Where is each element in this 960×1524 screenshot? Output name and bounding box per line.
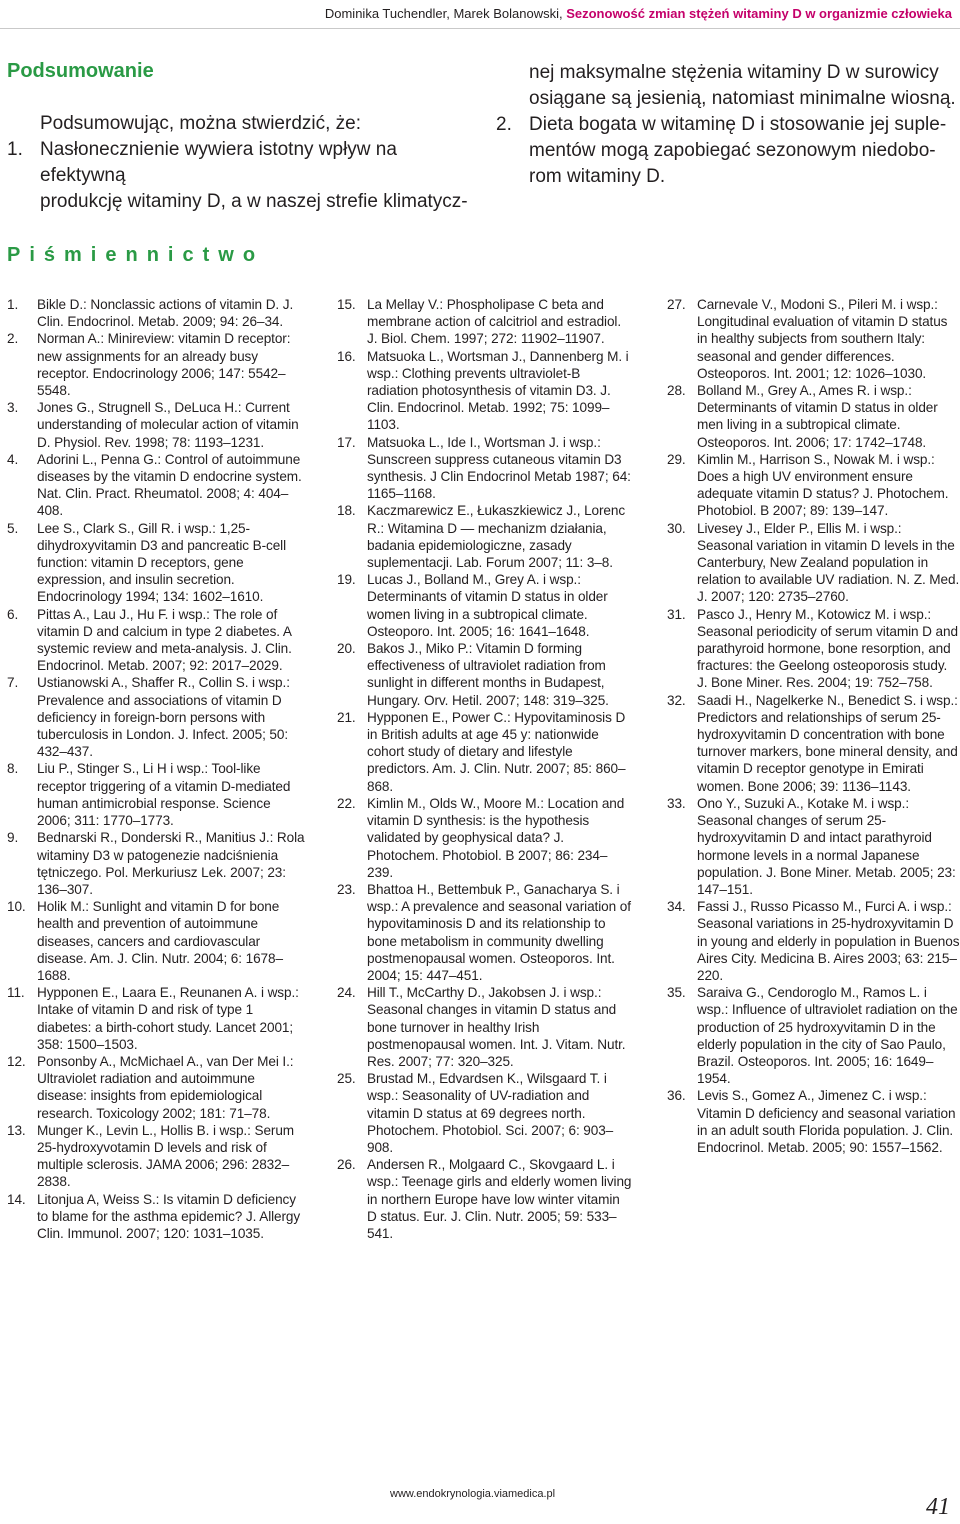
reference-number: 30.: [667, 520, 686, 536]
reference-number: 31.: [667, 606, 686, 622]
summary-line-text: mentów mogą zapobiegać sezonowym niedobo-: [529, 140, 936, 161]
reference-item: [7, 330, 307, 399]
reference-text: : Intake of vitamin D and risk of type 1 diabetes: a birth-cohort study. Lancet 2001; 358: 1500–1503.: [37, 985, 299, 1052]
reference-authors: Livesey J., Elder P., Ellis M. i wsp.: [697, 520, 898, 536]
reference-text: : Seasonal changes of serum 25-hydroxyvitamin D and intact parathyroid hormone levels in a normal Japanese population. J. Bone Miner. Metab. 2005; 23: 147–151.: [697, 795, 956, 897]
reference-text: : Determinants of vitamin D status in older men living in a subtropical climate. Osteoporos. Int. 2006; 17: 1742–1748.: [697, 383, 938, 450]
reference-authors: Fassi J., Russo Picasso M., Furci A. i wsp.: [697, 899, 949, 915]
reference-text: : Witamina D — mechanizm działania, badania epidemiologiczne, zasady suplementacji. Lab. Forum 2007; 11: 3–8.: [367, 520, 613, 571]
summary-line-text: Dieta bogata w witaminę D i stosowanie jej suple-: [529, 114, 947, 135]
reference-text: : Seasonality of UV-radiation and vitamin D status at 69 degrees north. Photochem. Photobiol. Sci. 2007; 6: 903–908.: [367, 1088, 614, 1155]
reference-item: [337, 296, 633, 348]
reference-authors: Andersen R., Molgaard C., Skovgaard L. i wsp.: [367, 1157, 615, 1190]
reference-text: : Predictors and relationships of serum 25-hydroxyvitamin D concentration with bone turnover markers, bone mineral density, and vitamin D receptor genotype in Emirati women. Bone 2006; 39: 1136–1143.: [697, 692, 958, 794]
reference-text: : Longitudinal evaluation of vitamin D status in healthy subjects from southern Italy: seasonal and gender differences. Osteoporos. Int. 2001; 12: 1026–1030.: [697, 297, 948, 381]
reference-authors: Liu P., Stinger S., Li H i wsp.: [37, 761, 205, 777]
reference-item: [667, 451, 960, 520]
reference-item: [337, 984, 633, 1070]
reference-authors: Carnevale V., Modoni S., Pileri M. i wsp.: [697, 297, 935, 312]
reference-number: 5.: [7, 520, 19, 536]
summary-line: [496, 138, 956, 164]
reference-number: 28.: [667, 383, 686, 399]
reference-item: [7, 829, 307, 898]
reference-item: [337, 709, 633, 795]
reference-number: 10.: [7, 899, 26, 915]
summary-line-text: osiągane są jesienią, natomiast minimalne wiosną.: [529, 88, 956, 109]
references-column-3: [667, 296, 960, 1156]
reference-item: [337, 502, 633, 571]
reference-text: : Seasonal changes in vitamin D status and bone turnover in healthy Irish postmenopausal women. Int. J. Vitam. Nutr. Res. 2007; 77: 320–325.: [367, 985, 626, 1069]
reference-number: 11.: [7, 985, 25, 1001]
summary-line: [496, 112, 956, 138]
reference-authors: Kaczmarewicz E., Łukaszkiewicz J., Lorenc R.: [367, 503, 626, 536]
references-heading: Piśmiennictwo: [7, 244, 265, 266]
reference-text: : Does a high UV environment ensure adequate vitamin D status? J. Photochem. Photobiol. B 2007; 89: 139–147.: [697, 451, 949, 519]
reference-text: : Current understanding of molecular action of vitamin D. Physiol. Rev. 1998; 78: 1193–1231.: [37, 400, 299, 450]
reference-text: : Hypovitaminosis D in British adults at age 45 y: nationwide cohort study of dietary and lifestyle predictors. Am. J. Clin. Nutr. 2007; 85: 860–868.: [367, 709, 626, 794]
reference-number: 3.: [7, 400, 19, 416]
reference-number: 18.: [337, 503, 356, 519]
reference-authors: Pittas A., Lau J., Hu F. i wsp.: [37, 606, 207, 622]
header-article-title: Sezonowość zmian stężeń witaminy D w organizmie człowieka: [566, 6, 952, 21]
reference-authors: Ustianowski A., Shaffer R., Collin S. i wsp.: [37, 675, 287, 691]
reference-number: 9.: [7, 830, 19, 846]
reference-item: [7, 296, 307, 330]
page-number: 41: [926, 1494, 950, 1520]
reference-number: 32.: [667, 692, 686, 708]
summary-line: [7, 189, 477, 215]
reference-text: : Clothing prevents ultraviolet-B radiation photosynthesis of vitamin D3. J. Clin. Endocrinol. Metab. 1992; 75: 1099–1103.: [367, 365, 611, 433]
reference-item: [337, 795, 633, 881]
reference-item: [667, 296, 960, 382]
reference-text: : Determinants of vitamin D status in older women living in a subtropical climate. Osteoporo. Int. 2005; 16: 1641–1648.: [367, 572, 608, 639]
reference-text: : Phospholipase C beta and membrane action of calcitriol and estradiol. J. Biol. Chem. 1997; 272: 11902–11907.: [367, 297, 622, 347]
reference-authors: Kimlin M., Olds W., Moore M.: [367, 795, 541, 811]
reference-number: 35.: [667, 985, 686, 1001]
summary-line-text: nej maksymalne stężenia witaminy D w surowicy: [529, 62, 939, 83]
reference-number: 14.: [7, 1191, 26, 1207]
reference-number: 34.: [667, 899, 686, 915]
reference-text: : Vitamin D deficiency and seasonal variation in an adult south Florida population. J. Clin. Endocrinol. Metab. 2005; 90: 1557–1562.: [697, 1088, 956, 1155]
reference-item: [667, 382, 960, 451]
reference-item: [667, 984, 960, 1087]
reference-text: : Teenage girls and elderly women living in northern Europe have low winter vitamin D status. Eur. J. Clin. Nutr. 2005; 59: 533–541.: [367, 1174, 632, 1241]
reference-text: : The role of vitamin D and calcium in type 2 diabetes. A systemic review and meta-analysis. J. Clin. Endocrinol. Metab. 2007; 92: 2017–2029.: [37, 606, 292, 674]
reference-number: 22.: [337, 795, 356, 811]
summary-line: [496, 86, 956, 112]
reference-number: 4.: [7, 451, 19, 467]
summary-line-text: Nasłonecznienie wywiera istotny wpływ na efektywną: [40, 139, 397, 186]
reference-number: 21.: [337, 709, 356, 725]
reference-number: 19.: [337, 572, 356, 588]
reference-authors: Lucas J., Bolland M., Grey A. i wsp.: [367, 572, 578, 588]
reference-item: [667, 520, 960, 606]
summary-line: [7, 111, 477, 137]
reference-number: 36.: [667, 1088, 686, 1104]
reference-text: : Seasonal variation in vitamin D levels in the Canterbury, New Zealand population in relation to available UV radiation. N. Z. Med. J. 2007; 120: 2735–2760.: [697, 520, 960, 605]
reference-authors: Ono Y., Suzuki A., Kotake M. i wsp.: [697, 795, 906, 811]
reference-number: 1.: [7, 297, 19, 312]
reference-number: 23.: [337, 881, 356, 897]
reference-number: 17.: [337, 434, 356, 450]
reference-item: [7, 1191, 307, 1243]
footer-url: www.endokrynologia.viamedica.pl: [390, 1488, 556, 1500]
header-authors: Dominika Tuchendler, Marek Bolanowski,: [324, 6, 563, 21]
reference-item: [667, 606, 960, 692]
reference-number: 12.: [7, 1053, 26, 1069]
reference-number: 33.: [667, 795, 686, 811]
reference-text: : Seasonal periodicity of serum vitamin D and parathyroid hormone, bone resorption, and fractures: the Geelong osteoporosis study. J. Bone Miner. Res. 2004; 19: 752–758.: [697, 606, 958, 691]
reference-text: : Location and vitamin D synthesis: is the hypothesis validated by geophysical data? J. Photochem. Photobiol. B 2007; 86: 234–239.: [367, 795, 625, 880]
reference-item: [337, 1156, 633, 1242]
reference-item: [337, 348, 633, 434]
reference-authors: Norman A.: [37, 331, 101, 347]
reference-text: : Tool-like receptor triggering of a vitamin D-mediated human antimicrobial response. Science 2006; 311: 1770–1773.: [37, 761, 291, 829]
reference-item: [7, 520, 307, 606]
reference-item: [337, 571, 633, 640]
reference-number: 13.: [7, 1122, 26, 1138]
reference-item: [7, 451, 307, 520]
reference-number: 6.: [7, 606, 19, 622]
reference-number: 20.: [337, 641, 356, 657]
summary-line-text: produkcję witaminy D, a w naszej strefie klimatycz-: [40, 191, 468, 212]
reference-text: : Nonclassic actions of vitamin D. J. Clin. Endocrinol. Metab. 2009; 94: 26–34.: [37, 297, 294, 330]
summary-line-text: Podsumowując, można stwierdzić, że:: [40, 113, 362, 134]
summary-line-number: 2.: [496, 114, 512, 135]
reference-text: : Control of autoimmune diseases by the vitamin D endocrine system. Nat. Clin. Pract. Rheumatol. 2008; 4: 404–408.: [37, 451, 302, 519]
reference-authors: Adorini L., Penna G.: [37, 451, 158, 467]
reference-authors: La Mellay V.: [367, 297, 440, 312]
reference-authors: Matsuoka L., Ide I., Wortsman J. i wsp.: [367, 434, 598, 450]
reference-item: [7, 898, 307, 984]
reference-text: : Minireview: vitamin D receptor: new assignments for an already busy receptor. Endocrinology 2006; 147: 5542–5548.: [37, 331, 291, 399]
reference-number: 7.: [7, 675, 19, 691]
references-column-1: [7, 296, 307, 1242]
reference-item: [7, 984, 307, 1053]
reference-text: : Seasonal variations in 25-hydroxyvitamin D in young and elderly in population in Buenos Aires City. Medicina B. Aires 2003; 63: 215–220.: [697, 899, 960, 983]
reference-text: : Ultraviolet radiation and autoimmune disease: insights from epidemiological research. Toxicology 2002; 181: 71–78.: [37, 1053, 294, 1121]
references-column-2: [337, 296, 633, 1242]
reference-item: [7, 606, 307, 675]
reference-text: : Influence of ultraviolet radiation on the production of 25 hydroxyvitamin D in the elderly population in the city of Sao Paulo, Brazil. Osteoporos. Int. 2005; 16: 1649–1954.: [697, 1002, 958, 1087]
reference-authors: Hill T., McCarthy D., Jakobsen J. i wsp.: [367, 985, 598, 1001]
reference-authors: Bolland M., Grey A., Ames R. i wsp.: [697, 383, 909, 399]
reference-authors: Litonjua A, Weiss S.: [37, 1191, 156, 1207]
reference-item: [667, 692, 960, 795]
reference-number: 25.: [337, 1071, 356, 1087]
reference-item: [667, 898, 960, 984]
reference-authors: Matsuoka L., Wortsman J., Dannenberg M. i wsp.: [367, 348, 629, 381]
reference-item: [7, 1053, 307, 1122]
reference-number: 15.: [337, 297, 356, 312]
reference-text: : Is vitamin D deficiency to blame for the asthma epidemic? J. Allergy Clin. Immunol. 2007; 120: 1031–1035.: [37, 1191, 301, 1241]
reference-text: : Sunscreen suppress cutaneous vitamin D3 synthesis. J Clin Endocrinol Metab 1987; 64: 1165–1168.: [367, 434, 631, 502]
reference-number: 27.: [667, 297, 686, 312]
running-header: [325, 6, 952, 21]
summary-line: [496, 60, 956, 86]
reference-text: : Vitamin D forming effectiveness of ultraviolet radiation from sunlight in different months in Budapest, Hungary. Orv. Hetil. 2007; 148: 319–325.: [367, 641, 609, 708]
reference-text: : A prevalence and seasonal variation of hypovitaminosis D and its relationship to bone metabolism in community dwelling postmenopausal women. Osteoporos. Int. 2004; 15: 447–451.: [367, 899, 631, 983]
reference-authors: Saadi H., Nagelkerke N., Benedict S. i wsp.: [697, 692, 955, 708]
summary-line: [496, 164, 956, 190]
reference-item: [337, 881, 633, 984]
reference-item: [7, 760, 307, 829]
reference-authors: Bhattoa H., Bettembuk P., Ganacharya S. i wsp.: [367, 881, 620, 915]
reference-number: 29.: [667, 451, 686, 467]
reference-authors: Munger K., Levin L., Hollis B. i wsp.: [37, 1122, 248, 1138]
summary-line-text: rom witaminy D.: [529, 166, 666, 187]
reference-item: [7, 1122, 307, 1191]
reference-authors: Hypponen E., Laara E., Reunanen A. i wsp.: [37, 985, 296, 1001]
reference-authors: Kimlin M., Harrison S., Nowak M. i wsp.: [697, 451, 932, 467]
reference-authors: Bednarski R., Donderski R., Manitius J.: [37, 830, 270, 846]
reference-item: [7, 674, 307, 760]
reference-text: : Rola witaminy D3 w patogenezie nadciśnienia tętniczego. Pol. Merkuriusz Lek. 2007; 23: 136–307.: [37, 830, 305, 897]
reference-authors: Bikle D.: [37, 297, 84, 312]
reference-authors: Jones G., Strugnell S., DeLuca H.: [37, 400, 238, 416]
reference-text: : Sunlight and vitamin D for bone health and prevention of autoimmune diseases, cancers and cardiovascular disease. Am. J. Clin. Nutr. 2004; 6: 1678–1688.: [37, 899, 283, 983]
reference-authors: Pasco J., Henry M., Kotowicz M. i wsp.: [697, 606, 928, 622]
reference-item: [667, 795, 960, 898]
summary-line: [7, 137, 477, 189]
reference-item: [337, 1070, 633, 1156]
reference-number: 16.: [337, 348, 356, 364]
reference-number: 8.: [7, 761, 19, 777]
reference-authors: Bakos J., Miko P.: [367, 641, 469, 657]
reference-authors: Holik M.: [37, 899, 86, 915]
summary-line-number: 1.: [7, 139, 23, 160]
reference-authors: Ponsonby A., McMichael A., van Der Mei I.: [37, 1053, 290, 1069]
reference-authors: Saraiva G., Cendoroglo M., Ramos L. i wsp.: [697, 985, 927, 1018]
summary-right-column: [496, 60, 956, 190]
summary-heading: Podsumowanie: [7, 60, 154, 82]
reference-authors: Levis S., Gomez A., Jimenez C. i wsp.: [697, 1088, 923, 1104]
reference-authors: Lee S., Clark S., Gill R. i wsp.: [37, 520, 213, 536]
summary-left-column: [7, 111, 477, 215]
reference-text: : Prevalence and associations of vitamin D deficiency in foreign-born persons with tuberculosis in London. J. Infect. 2005; 50: 432–437.: [37, 675, 290, 760]
reference-text: : 1,25-dihydroxyvitamin D3 and pancreatic B-cell function: vitamin D receptors, gene expression, and insulin secretion. Endocrinology 1994; 134: 1602–1610.: [37, 520, 287, 605]
reference-number: 24.: [337, 985, 356, 1001]
reference-text: : Serum 25-hydroxyvotamin D levels and risk of multiple sclerosis. JAMA 2006; 296: 2832–2838.: [37, 1122, 295, 1190]
reference-authors: Hypponen E., Power C.: [367, 709, 507, 725]
reference-number: 2.: [7, 331, 19, 347]
reference-item: [7, 399, 307, 451]
reference-authors: Brustad M., Edvardsen K., Wilsgaard T. i wsp.: [367, 1071, 607, 1104]
reference-number: 26.: [337, 1157, 356, 1173]
reference-item: [337, 640, 633, 709]
header-rule: [0, 28, 960, 29]
reference-item: [337, 434, 633, 503]
reference-item: [667, 1087, 960, 1156]
